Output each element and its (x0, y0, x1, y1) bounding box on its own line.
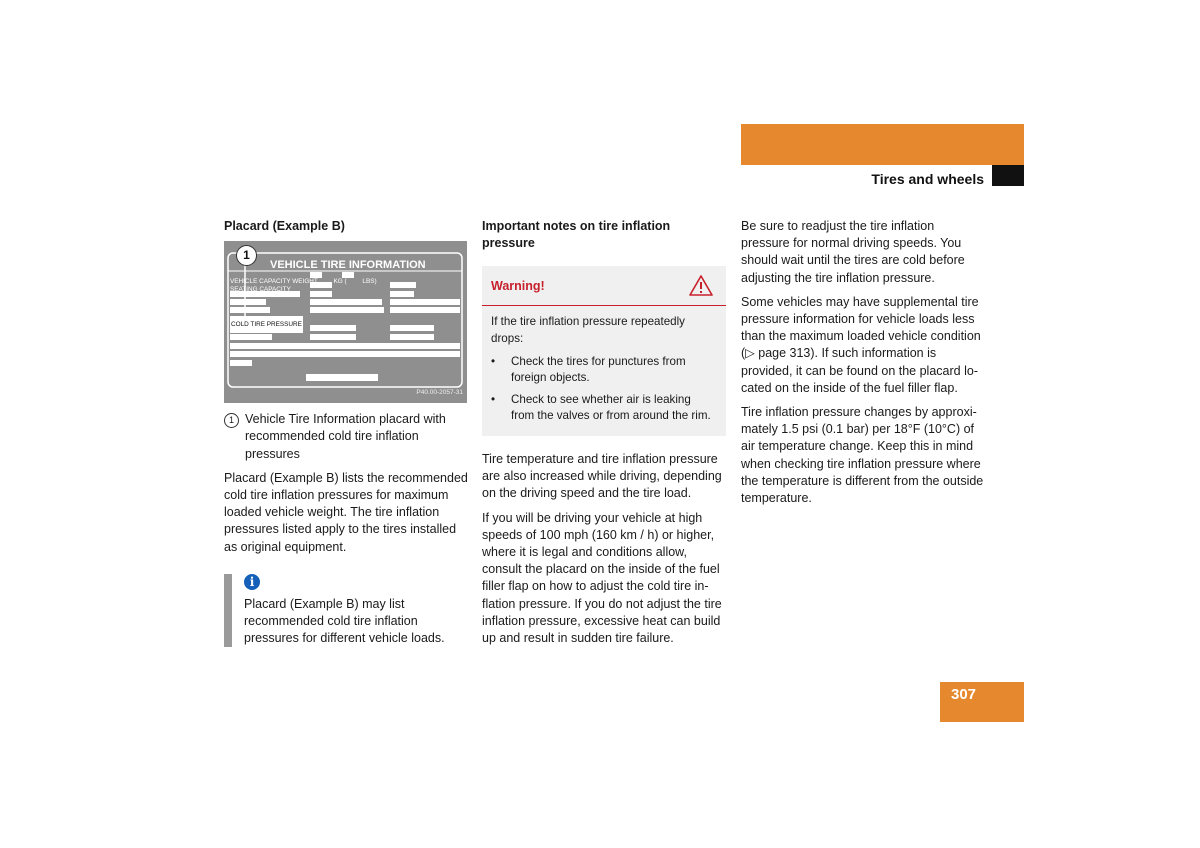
warning-header (482, 266, 726, 306)
placard-kg: KG ( (333, 278, 347, 286)
placard-image (224, 241, 467, 403)
header-bar (741, 124, 1024, 165)
placard-line-seating: SEATING CAPACITY (230, 286, 291, 294)
paragraph-readjust: Be sure to readjust the tire inflation pressure for normal driving speeds. You should wait until the tires are cold before adjusting the tire inflation pressure. (741, 219, 965, 285)
column-middle (482, 218, 726, 654)
warning-bullet: • Check the tires for punctures from foreign objects. (491, 354, 717, 387)
placard-title: VEHICLE TIRE INFORMATION (270, 259, 426, 272)
legend-number: 1 (224, 413, 239, 428)
warning-body (482, 306, 726, 425)
subsection-marker (992, 165, 1024, 186)
warning-box (482, 266, 726, 436)
legend-text: Vehicle Tire Information placard with recommended cold tire inflation pressures (245, 412, 446, 461)
placard-callout-1: 1 (236, 245, 257, 266)
placard-heading: Placard (Example B) (224, 219, 345, 233)
placard-line-capacity-label: VEHICLE CAPACITY WEIGHT (230, 278, 318, 286)
paragraph-supplemental: Some vehicles may have supplemental tire pressure information for vehicle loads less than the maximum loaded vehicle condition (▷ page 313). If such information is provided, it can be found on the placard located on the inside of the fuel filler flap. (741, 294, 981, 395)
placard-lbs: LBS) (362, 278, 377, 286)
subsection-title: Tires and wheels (871, 171, 984, 187)
paragraph-temperature-change: Tire inflation pressure changes by approximately 1.5 psi (0.1 bar) per 18°F (10°C) of air temperature change. Keep this in mind when checking tire inflation pressure where the temperature is different from the outside temperature. (741, 405, 984, 506)
paragraph-temperature: Tire temperature and tire inflation pressure are also increased while driving, depending on the driving speed and the tire load. (482, 451, 722, 501)
page-number: 307 (951, 686, 977, 703)
info-text: Placard (Example B) may list recommended cold tire inflation pressures for different vehicle loads. (244, 596, 445, 646)
paragraph-high-speed: If you will be driving your vehicle at high speeds of 100 mph (160 km / h) or higher, where it is legal and conditions allow, consult the placard on the inside of the fuel filler flap on how to adjust the cold tire inflation pressure. If you do not adjust the tire inflation pressure, excessive heat can build up and result in sudden tire failure. (482, 510, 722, 645)
warning-title: Warning! (491, 279, 545, 294)
placard-code: P40.00-2057-31 (416, 389, 463, 396)
warning-triangle-icon (689, 274, 713, 296)
warning-intro: If the tire inflation pressure repeatedly drops: (491, 315, 685, 345)
placard-paragraph: Placard (Example B) lists the recommended cold tire inflation pressures for maximum loaded vehicle weight. The tire inflation pressures listed apply to the tires installed as original equipment. (224, 470, 468, 554)
placard-line-cold-pressure: COLD TIRE PRESSURE (230, 316, 303, 333)
warning-bullet: • Check to see whether air is leaking from the valves or from around the rim. (491, 392, 717, 425)
column-left (224, 218, 468, 647)
warning-list (491, 354, 717, 425)
column-right (741, 218, 986, 514)
notes-heading: Important notes on tire inflation pressure (482, 219, 671, 251)
info-icon: i (244, 574, 260, 590)
info-note (224, 574, 468, 648)
section-title: Operation (1088, 142, 1159, 159)
legend-item (224, 411, 468, 463)
